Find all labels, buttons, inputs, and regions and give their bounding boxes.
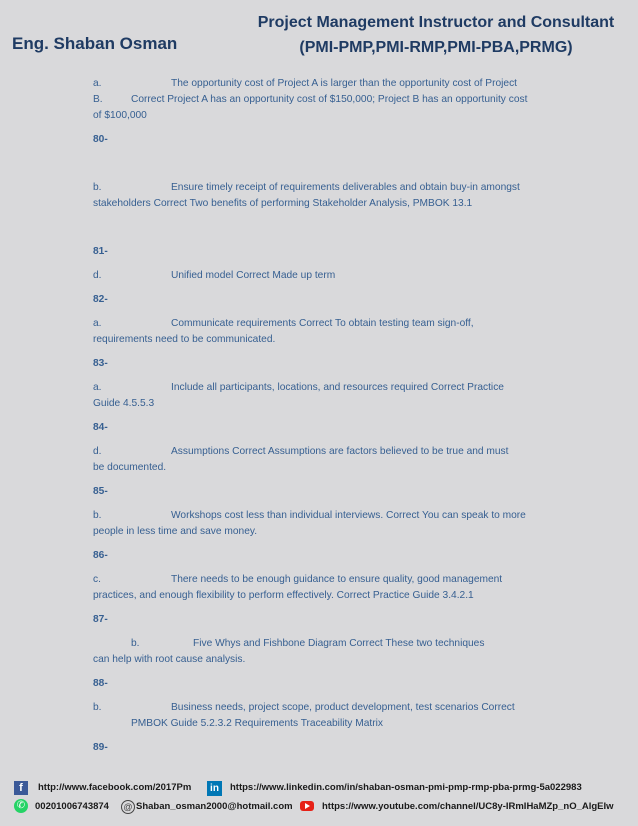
answer-line: b. Ensure timely receipt of requirements deliverables and obtain buy-in amongst (93, 182, 520, 193)
question-number: 82- (93, 294, 108, 305)
answer-line: a. The opportunity cost of Project A is larger than the opportunity cost of Project (93, 78, 517, 89)
answer-line: c. There needs to be enough guidance to ensure quality, good management (93, 574, 503, 585)
whatsapp-icon[interactable]: ✆ (14, 799, 28, 813)
answer-line: B. Correct Project A has an opportunity cost of $150,000; Project B has an opportunity cost (93, 94, 528, 105)
question-number: 88- (93, 678, 108, 689)
linkedin-link[interactable]: https://www.linkedin.com/in/shaban-osman-pmi-pmp-rmp-pba-prmg-5a022983 (230, 782, 582, 793)
question-number: 89- (93, 742, 108, 753)
header-title (240, 10, 632, 60)
answer-line: b. Business needs, project scope, product development, test scenarios Correct (93, 702, 515, 713)
question-number: 85- (93, 486, 108, 497)
footer (0, 765, 638, 826)
answer-line: can help with root cause analysis. (93, 654, 246, 665)
youtube-link[interactable]: https://www.youtube.com/channel/UC8y-IRmIHaMZp_nO_AlgEIw (322, 801, 614, 812)
answer-line: requirements need to be communicated. (93, 334, 276, 345)
answer-line: be documented. (93, 462, 167, 473)
answer-line: practices, and enough flexibility to perform effectively. Correct Practice Guide 3.4.2.1 (93, 590, 474, 601)
answer-line: stakeholders Correct Two benefits of performing Stakeholder Analysis, PMBOK 13.1 (93, 198, 473, 209)
header-title-line2: (PMI-PMP,PMI-RMP,PMI-PBA,PRMG) (299, 39, 573, 56)
answer-line: b. Workshops cost less than individual interviews. Correct You can speak to more (93, 510, 526, 521)
answer-line: PMBOK Guide 5.2.3.2 Requirements Traceability Matrix (131, 718, 383, 729)
question-number: 86- (93, 550, 108, 561)
facebook-icon[interactable]: f (14, 781, 28, 795)
youtube-icon[interactable] (300, 801, 314, 811)
question-number: 81- (93, 246, 108, 257)
phone-number: 00201006743874 (35, 801, 109, 812)
answer-line: a. Include all participants, locations, and resources required Correct Practice (93, 382, 504, 393)
answer-line: of $100,000 (93, 110, 147, 121)
answer-line: people in less time and save money. (93, 526, 258, 537)
question-number: 87- (93, 614, 108, 625)
email-icon[interactable]: @ (121, 800, 135, 814)
question-number: 80- (93, 134, 108, 145)
question-number: 84- (93, 422, 108, 433)
author-name: Eng. Shaban Osman (12, 34, 178, 53)
facebook-link[interactable]: http://www.facebook.com/2017Pm (38, 782, 192, 793)
answer-line: d. Assumptions Correct Assumptions are factors believed to be true and must (93, 446, 509, 457)
header-title-line1: Project Management Instructor and Consultant (257, 14, 615, 31)
email-link[interactable]: Shaban_osman2000@hotmail.com (136, 801, 293, 812)
answer-line: a. Communicate requirements Correct To obtain testing team sign-off, (93, 318, 474, 329)
answer-list (93, 76, 553, 756)
answer-line: Guide 4.5.5.3 (93, 398, 155, 409)
linkedin-icon[interactable]: in (207, 781, 222, 796)
answer-line: d. Unified model Correct Made up term (93, 270, 336, 281)
answer-line: b. Five Whys and Fishbone Diagram Correct These two techniques (131, 638, 485, 649)
question-number: 83- (93, 358, 108, 369)
